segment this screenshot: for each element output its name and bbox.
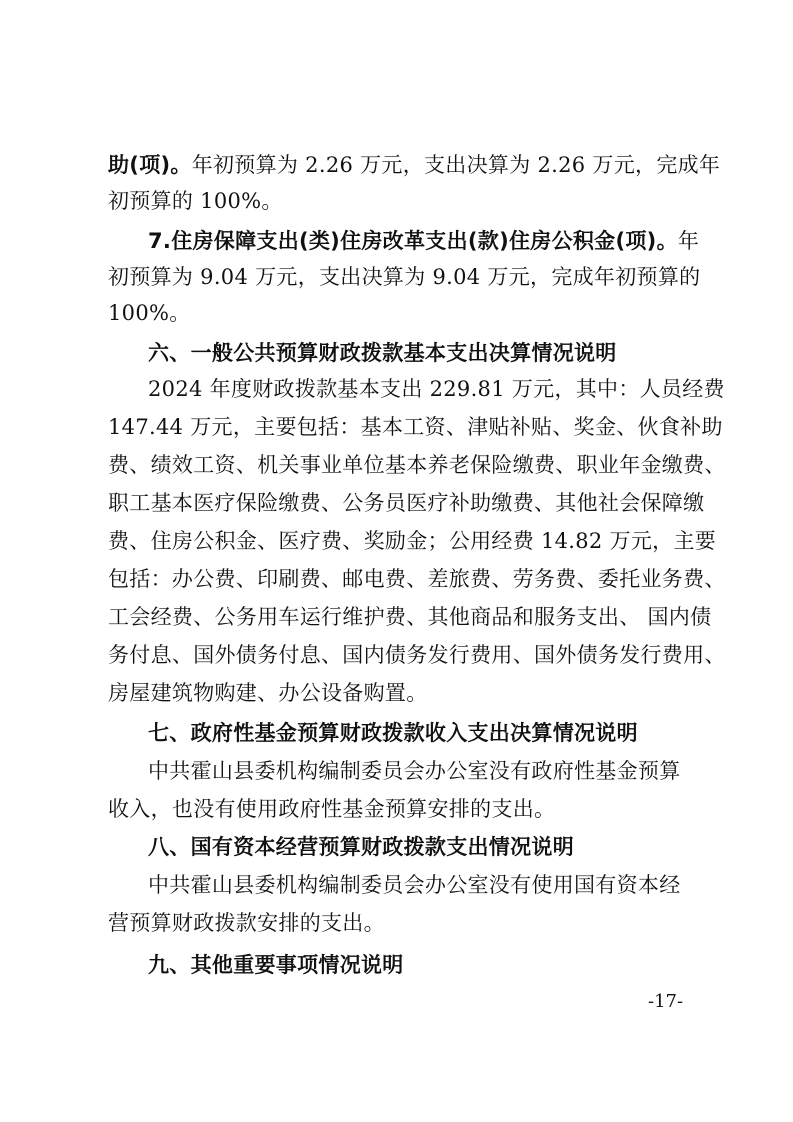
section-6-heading: 六、一般公共预算财政拨款基本支出决算情况说明	[148, 341, 617, 365]
section-6-line-9: 房屋建筑物购建、办公设备购置。	[108, 681, 428, 705]
housing-subsidy-item-label: 助(项)。	[108, 153, 192, 177]
section-6-line-6: 包括：办公费、印刷费、邮电费、差旅费、劳务费、委托业务费、	[108, 567, 726, 591]
section-8-line-1: 中共霍山县委机构编制委员会办公室没有使用国有资本经	[148, 873, 681, 897]
section-6-line-3: 费、绩效工资、机关事业单位基本养老保险缴费、职业年金缴费、	[108, 453, 726, 477]
housing-subsidy-line-2: 初预算的 100%。	[108, 189, 283, 213]
section-6-line-1: 2024 年度财政拨款基本支出 229.81 万元，其中：人员经费	[148, 377, 725, 401]
section-9-heading: 九、其他重要事项情况说明	[148, 953, 404, 977]
page-number: -17-	[648, 991, 684, 1012]
housing-subsidy-text: 年初预算为 2.26 万元，支出决算为 2.26 万元，完成年	[191, 153, 721, 177]
housing-fund-text: 年	[677, 229, 700, 253]
housing-fund-item-label: 7.住房保障支出(类)住房改革支出(款)住房公积金(项)。	[148, 229, 678, 253]
section-6-line-4: 职工基本医疗保险缴费、公务员医疗补助缴费、其他社会保障缴	[108, 491, 705, 515]
section-6-line-8: 务付息、国外债务付息、国内债务发行费用、国外债务发行费用、	[108, 643, 726, 667]
section-8-line-2: 营预算财政拨款安排的支出。	[108, 911, 385, 935]
section-6-line-7: 工会经费、公务用车运行维护费、其他商品和服务支出、 国内债	[108, 605, 712, 629]
housing-fund-line-1	[148, 226, 699, 256]
section-6-line-5: 费、住房公积金、医疗费、奖励金；公用经费 14.82 万元，主要	[108, 529, 717, 553]
housing-fund-line-2: 初预算为 9.04 万元，支出决算为 9.04 万元，完成年初预算的	[108, 265, 701, 289]
section-7-heading: 七、政府性基金预算财政拨款收入支出决算情况说明	[148, 721, 638, 745]
section-7-line-1: 中共霍山县委机构编制委员会办公室没有政府性基金预算	[148, 759, 681, 783]
housing-fund-line-3: 100%。	[108, 301, 191, 325]
housing-subsidy-line-1	[108, 150, 720, 180]
section-6-line-2: 147.44 万元，主要包括：基本工资、津贴补贴、奖金、伙食补助	[108, 415, 723, 439]
section-7-line-2: 收入，也没有使用政府性基金预算安排的支出。	[108, 797, 556, 821]
section-8-heading: 八、国有资本经营预算财政拨款支出情况说明	[148, 835, 574, 859]
